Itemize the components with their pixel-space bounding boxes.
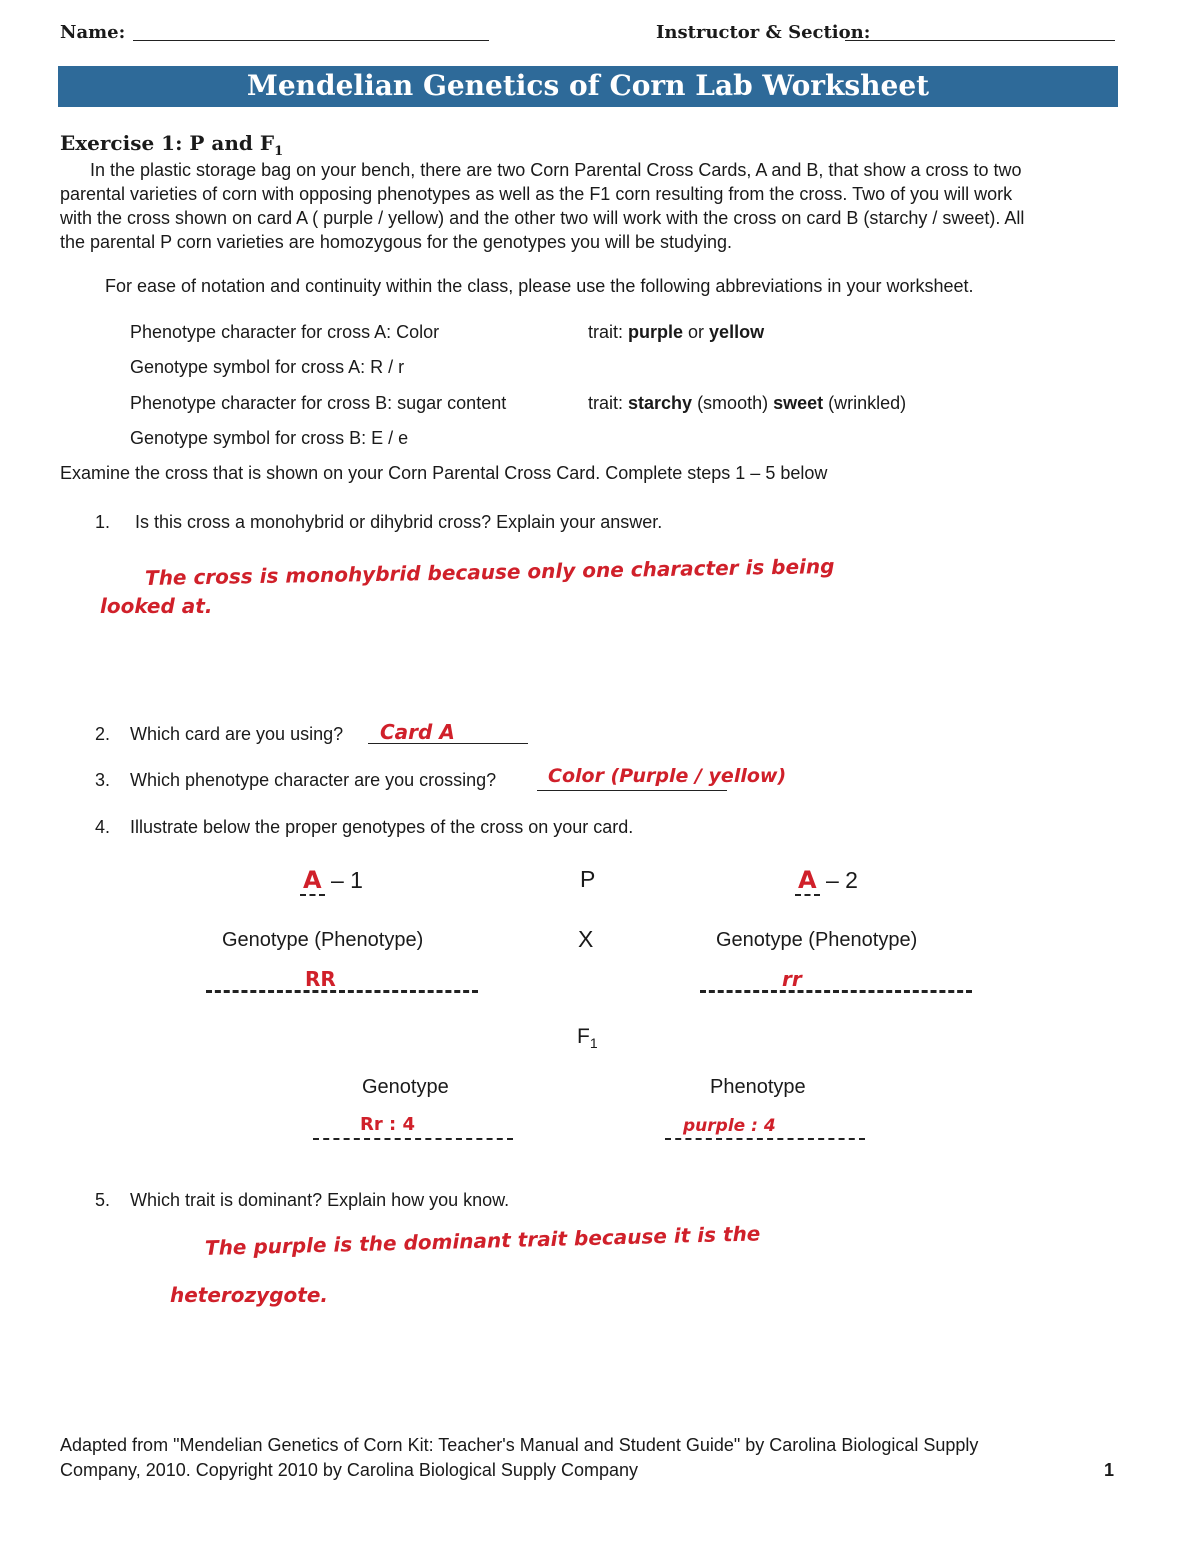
question-5-number: 5. bbox=[95, 1190, 111, 1210]
abbrev-label: Genotype symbol for cross B: bbox=[130, 428, 372, 448]
name-field[interactable] bbox=[133, 40, 489, 41]
intro-line: with the cross shown on card A ( purple / yellow) and the other two will work with the cross on card B (starchy / sweet). All bbox=[60, 208, 1025, 228]
abbrev-trait-3 bbox=[588, 393, 906, 414]
parent-1-suffix: – 1 bbox=[324, 867, 363, 893]
name-label: Name: bbox=[60, 22, 126, 43]
trait-b-extra: (wrinkled) bbox=[823, 393, 907, 413]
question-1-text: Is this cross a monohybrid or dihybrid cross? Explain your answer. bbox=[135, 512, 663, 532]
abbrev-value: Color bbox=[396, 322, 440, 342]
answer-2: Card A bbox=[380, 720, 455, 744]
trait-mid: or bbox=[683, 322, 710, 342]
parent-2-card: A bbox=[795, 866, 820, 896]
question-3-number: 3. bbox=[95, 770, 111, 790]
notation-intro: For ease of notation and continuity within the class, please use the following abbreviations in your worksheet. bbox=[105, 276, 974, 296]
title-bar bbox=[58, 66, 1118, 107]
abbrev-row-3 bbox=[130, 393, 506, 414]
answer-5-line-1: The purple is the dominant trait because it is the bbox=[204, 1221, 761, 1260]
abbrev-trait-1 bbox=[588, 322, 764, 343]
trait-label: trait: bbox=[588, 322, 629, 342]
parent-1-genotype-answer: RR bbox=[305, 967, 336, 991]
answer-5-line-2: heterozygote. bbox=[170, 1283, 328, 1307]
parent-2-genotype-field[interactable] bbox=[700, 990, 972, 993]
intro-paragraph bbox=[60, 158, 1130, 254]
parent-2-genotype-label: Genotype (Phenotype) bbox=[716, 929, 918, 951]
intro-line: the parental P corn varieties are homozygous for the genotypes you will be studying. bbox=[60, 232, 733, 252]
p-generation-label: P bbox=[580, 866, 596, 892]
parent-2-label bbox=[795, 866, 858, 894]
f1-letter: F bbox=[577, 1025, 590, 1048]
page-title: Mendelian Genetics of Corn Lab Worksheet bbox=[246, 69, 930, 102]
parent-2-genotype-answer: rr bbox=[782, 967, 802, 991]
parent-1-genotype-field[interactable] bbox=[206, 990, 478, 993]
exercise-heading bbox=[60, 131, 283, 159]
trait-a: purple bbox=[628, 322, 684, 342]
f1-phenotype-field[interactable] bbox=[665, 1138, 865, 1140]
abbrev-value: sugar content bbox=[397, 393, 507, 413]
trait-b: sweet bbox=[773, 393, 824, 413]
parent-1-genotype-label: Genotype (Phenotype) bbox=[222, 929, 424, 951]
trait-a: starchy bbox=[628, 393, 693, 413]
abbrev-label: Genotype symbol for cross A: bbox=[130, 357, 371, 377]
intro-line: parental varieties of corn with opposing phenotypes as well as the F1 corn resulting from the cross. Two of you will work bbox=[60, 184, 1013, 204]
footer-credit-line-1: Adapted from "Mendelian Genetics of Corn Kit: Teacher's Manual and Student Guide" by Carolina Biological Supply bbox=[60, 1435, 979, 1455]
exercise-heading-text: Exercise 1: P and F bbox=[60, 131, 275, 155]
abbrev-row-4 bbox=[130, 428, 408, 449]
abbrev-label: Phenotype character for cross A: bbox=[130, 322, 397, 342]
parent-1-card: A bbox=[300, 866, 325, 896]
parent-2-suffix: – 2 bbox=[819, 867, 858, 893]
question-2-number: 2. bbox=[95, 724, 111, 744]
answer-1-line-1: The cross is monohybrid because only one character is being bbox=[144, 553, 835, 591]
f1-generation-label bbox=[577, 1025, 598, 1051]
cross-x-symbol: X bbox=[578, 926, 594, 952]
f1-phenotype-label: Phenotype bbox=[710, 1076, 806, 1098]
answer-1-line-2: looked at. bbox=[100, 594, 213, 618]
question-5-text: Which trait is dominant? Explain how you know. bbox=[130, 1190, 510, 1210]
question-1-number: 1. bbox=[95, 512, 111, 532]
question-4-number: 4. bbox=[95, 817, 111, 837]
question-2-text: Which card are you using? bbox=[130, 724, 344, 744]
abbrev-value: R / r bbox=[370, 357, 405, 377]
answer-3: Color (Purple / yellow) bbox=[548, 765, 787, 787]
f1-genotype-answer: Rr : 4 bbox=[360, 1114, 415, 1135]
f1-genotype-label: Genotype bbox=[362, 1076, 449, 1098]
trait-label: trait: bbox=[588, 393, 629, 413]
f1-phenotype-answer: purple : 4 bbox=[683, 1116, 776, 1136]
question-4-text: Illustrate below the proper genotypes of the cross on your card. bbox=[130, 817, 634, 837]
page-number: 1 bbox=[1104, 1460, 1115, 1480]
question-3-text: Which phenotype character are you crossing? bbox=[130, 770, 497, 790]
exercise-heading-subscript: 1 bbox=[274, 144, 284, 159]
abbrev-value: E / e bbox=[371, 428, 409, 448]
instructor-section-label: Instructor & Section: bbox=[656, 22, 871, 43]
intro-line: In the plastic storage bag on your bench, there are two Corn Parental Cross Cards, A and B, that show a cross to two bbox=[90, 160, 1022, 180]
abbrev-row-2 bbox=[130, 357, 404, 378]
answer-3-field[interactable] bbox=[537, 790, 727, 791]
abbrev-label: Phenotype character for cross B: bbox=[130, 393, 398, 413]
trait-mid: (smooth) bbox=[692, 393, 774, 413]
examine-instructions: Examine the cross that is shown on your Corn Parental Cross Card. Complete steps 1 – 5 below bbox=[60, 463, 828, 483]
trait-b: yellow bbox=[709, 322, 765, 342]
abbrev-row-1 bbox=[130, 322, 439, 343]
parent-1-label bbox=[300, 866, 363, 894]
f1-genotype-field[interactable] bbox=[313, 1138, 513, 1140]
instructor-section-field[interactable] bbox=[845, 40, 1115, 41]
footer-credit-line-2: Company, 2010. Copyright 2010 by Carolina Biological Supply Company bbox=[60, 1460, 638, 1480]
f1-subscript: 1 bbox=[589, 1035, 598, 1052]
